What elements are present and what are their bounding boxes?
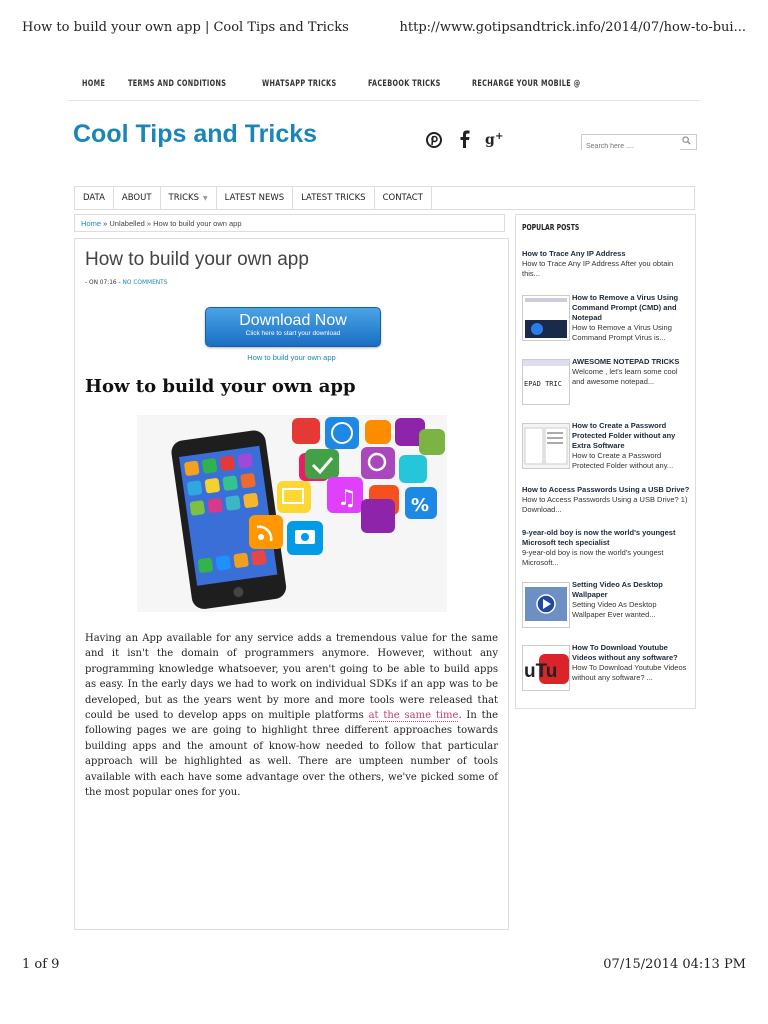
folder-dialog-thumbnail[interactable] <box>522 423 570 469</box>
widget-title: POPULAR POSTS <box>522 223 580 232</box>
smartphone-apps-image <box>137 415 447 612</box>
popular-posts-widget <box>515 214 696 709</box>
topnav-whatsapp[interactable]: WHATSAPP TRICKS <box>261 79 337 89</box>
download-button-label: Download Now <box>239 312 347 329</box>
cmd-screenshot-thumbnail[interactable] <box>522 295 570 341</box>
popular-post[interactable]: How to Remove a Virus Using Command Prompt (CMD) and Notepad How to Remove a Virus Using Command Prompt Virus is... <box>522 293 690 343</box>
popular-post[interactable]: How to Access Passwords Using a USB Drive? How to Access Passwords Using a USB Drive? 1) Download... <box>522 485 690 514</box>
search-input[interactable] <box>582 140 680 154</box>
popular-post[interactable]: uTu How To Download Youtube Videos without any software? How To Download Youtube Videos without any software? ... <box>522 643 690 683</box>
post-title: How to build your own app <box>85 249 309 270</box>
facebook-icon[interactable] <box>454 130 474 154</box>
print-datetime: 07/15/2014 04:13 PM <box>603 957 746 972</box>
mainnav-data[interactable]: DATA <box>75 187 114 209</box>
popular-post[interactable]: EPAD TRIC AWESOME NOTEPAD TRICKS Welcome , let's learn some cool and awesome notepad... <box>522 357 690 387</box>
post-heading: How to build your own app <box>85 376 356 397</box>
svg-text:♫: ♫ <box>337 486 357 511</box>
print-footer <box>22 957 746 975</box>
mainnav-tricks[interactable]: TRICKS ▼ <box>161 187 217 209</box>
mainnav-contact[interactable]: CONTACT <box>375 187 432 209</box>
popular-post[interactable]: How to Trace Any IP Address How to Trace Any IP Address After you obtain this... <box>522 249 674 278</box>
post-comments-link[interactable]: NO COMMENTS <box>122 278 168 286</box>
post-date: - ON 07:16 - <box>85 278 121 286</box>
notepad-thumbnail[interactable] <box>522 359 570 405</box>
topnav-recharge[interactable]: RECHARGE YOUR MOBILE @ <box>471 79 581 89</box>
chevron-down-icon: ▼ <box>203 195 208 202</box>
topnav-terms[interactable]: TERMS AND CONDITIONS <box>127 79 227 89</box>
print-page-title: How to build your own app | Cool Tips and Tricks <box>22 20 349 35</box>
print-url: http://www.gotipsandtrick.info/2014/07/how-to-bui... <box>399 20 746 35</box>
inline-link[interactable]: at the same time <box>368 710 459 722</box>
youtube-logo-thumbnail[interactable] <box>522 645 570 691</box>
popular-post[interactable]: Setting Video As Desktop Wallpaper Setting Video As Desktop Wallpaper Ever wanted... <box>522 580 690 620</box>
google-plus-icon[interactable] <box>485 130 505 154</box>
post-container <box>74 238 509 930</box>
svg-text:g: g <box>484 132 495 148</box>
thumbnail-text: uTu <box>524 661 558 682</box>
breadcrumb-path: » Unlabelled » How to build your own app <box>101 219 242 228</box>
download-link[interactable]: How to build your own app <box>247 353 336 362</box>
svg-text:%: % <box>411 495 430 516</box>
main-navigation <box>74 186 695 210</box>
search-box <box>581 134 697 150</box>
topnav-facebook[interactable]: FACEBOOK TRICKS <box>367 79 441 89</box>
post-body: Having an App available for any service adds a tremendous value for the same and it isn't the domain of programmers anymore. However, without any programming knowledge whatsoever, you aren't going to be able to build apps as easy. In the early days we had to work on individual SDKs if an app was to be developed, but as the years went by more and more tools were released that could be used to develop apps on multiple platforms at the same time. In the following pages we are going to highlight three different approaches towards building apps and the amount of know-how needed to follow that particular approach will be highlighted as well. There are umpteen number of tools available with each have some advantage over the others, we've picked some of the most popular ones for you. <box>85 633 499 799</box>
popular-post[interactable]: How to Create a Password Protected Folder without any Extra Software How to Create a Password Protected Folder without any... <box>522 421 690 471</box>
top-navigation <box>68 70 700 101</box>
thumbnail-text: EPAD TRIC <box>524 380 562 388</box>
social-links <box>424 130 511 152</box>
mainnav-latest-news[interactable]: LATEST NEWS <box>217 187 293 209</box>
pinterest-icon[interactable] <box>424 132 444 154</box>
popular-post[interactable]: 9-year-old boy is now the world's youngest Microsoft tech specialist 9-year-old boy is now the world's youngest Microsoft... <box>522 528 676 567</box>
print-header <box>22 20 746 38</box>
breadcrumb <box>74 214 505 232</box>
topnav-home[interactable]: HOME <box>82 79 106 89</box>
mainnav-latest-tricks[interactable]: LATEST TRICKS <box>293 187 374 209</box>
print-page-number: 1 of 9 <box>22 957 60 972</box>
svg-text:+: + <box>494 131 504 142</box>
post-meta <box>85 278 167 286</box>
site-title[interactable]: Cool Tips and Tricks <box>73 120 318 148</box>
breadcrumb-home[interactable]: Home <box>81 219 102 228</box>
download-button-sublabel: Click here to start your download <box>245 330 341 337</box>
download-button[interactable] <box>205 307 381 347</box>
video-player-thumbnail[interactable] <box>522 582 570 628</box>
search-icon[interactable] <box>682 136 691 145</box>
mainnav-about[interactable]: ABOUT <box>114 187 161 209</box>
